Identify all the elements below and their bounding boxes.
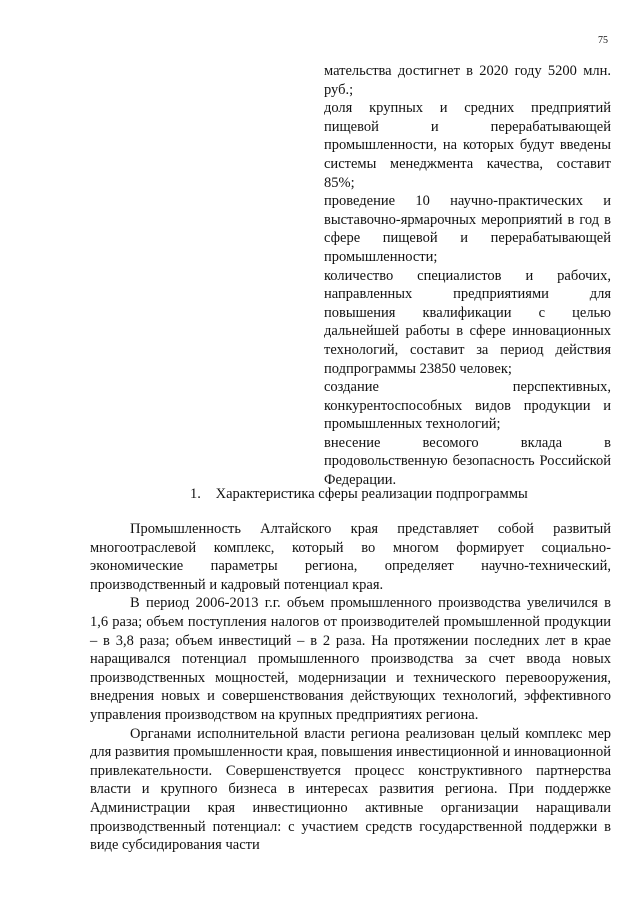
page-number: 75: [598, 35, 608, 46]
list-item: внесение весомого вклада в продовольственную безопасность Российской Федерации.: [324, 434, 611, 489]
list-item: количество специалистов и рабочих, направленных предприятиями для повышения квалификации с целью дальнейшей работы в сфере инновационных технологий, составит за период действия подпрограммы 23850 человек;: [324, 267, 611, 377]
paragraph: Промышленность Алтайского края представляет собой развитый многоотраслевой комплекс, который во многом формирует социально-экономические параметры региона, определяет научно-технический, производственный и кадровый потенциал края.: [90, 521, 611, 593]
list-item: проведение 10 научно-практических и выставочно-ярмарочных мероприятий в год в сфере пищевой и перерабатывающей промышленности;: [324, 193, 611, 265]
list-item: мательства достигнет в 2020 году 5200 млн. руб.;: [324, 63, 611, 98]
section-heading: [190, 485, 610, 504]
paragraph: Органами исполнительной власти региона реализован целый комплекс мер для развития промышленности края, повышения инвестиционной и инновационной привлекательности. Совершенствуется процесс конструктивного партнерства власти и крупного бизнеса в интересах развития региона. При поддержке Администрации края инвестиционно активные организации наращивали производственный потенциал: с участием средств государственной поддержки в виде субсидирования части: [90, 725, 611, 854]
target-indicators-list: [324, 62, 611, 490]
section-title: Характеристика сферы реализации подпрограммы: [215, 486, 528, 502]
list-item: создание перспективных, конкурентоспособных видов продукции и промышленных технологий;: [324, 379, 611, 433]
paragraph: В период 2006-2013 г.г. объем промышленного производства увеличился в 1,6 раза; объем поступления налогов от производителей промышленной продукции – в 3,8 раза; объем инвестиций – в 2 раза. На протяжении последних лет в крае наращивался потенциал промышленного производства за счет ввода новых производственных мощностей, модернизации и технического перевооружения, внедрения новых и совершенствования действующих технологий, эффективного управления производством на крупных предприятиях региона.: [90, 595, 611, 723]
list-item: доля крупных и средних предприятий пищевой и перерабатывающей промышленности, на которых будут введены системы менеджмента качества, составит 85%;: [324, 100, 611, 191]
section-number: 1.: [190, 486, 201, 502]
section-body: [90, 520, 611, 855]
